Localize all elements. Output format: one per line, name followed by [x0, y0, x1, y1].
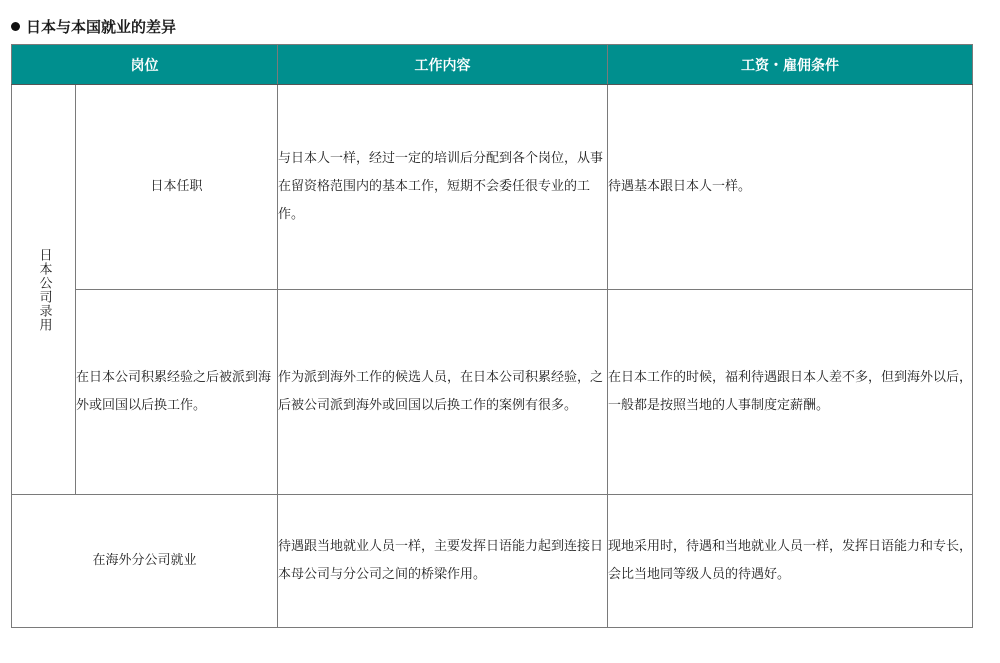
conditions-cell: 现地采用时，待遇和当地就业人员一样，发挥日语能力和专长，会比当地同等级人员的待遇好。	[608, 495, 973, 628]
comparison-table	[11, 44, 973, 628]
section-heading-text: 日本与本国就业的差异	[26, 17, 177, 36]
content-cell: 待遇跟当地就业人员一样，主要发挥日语能力起到连接日本母公司与分公司之间的桥梁作用。	[278, 495, 608, 628]
group-label: 日本公司录用	[36, 247, 52, 332]
group-label-cell	[12, 85, 76, 495]
table-row	[12, 85, 973, 290]
position-cell: 在海外分公司就业	[12, 495, 278, 628]
bullet-icon	[11, 22, 20, 31]
table-header-row	[12, 45, 973, 85]
table-row	[12, 290, 973, 495]
position-cell: 日本任职	[76, 85, 278, 290]
content-cell: 与日本人一样，经过一定的培训后分配到各个岗位，从事在留资格范围内的基本工作，短期不会委任很专业的工作。	[278, 85, 608, 290]
conditions-cell: 在日本工作的时候，福利待遇跟日本人差不多，但到海外以后，一般都是按照当地的人事制度定薪酬。	[608, 290, 973, 495]
header-position: 岗位	[12, 45, 278, 85]
header-conditions: 工资・雇佣条件	[608, 45, 973, 85]
table-row	[12, 495, 973, 628]
header-content: 工作内容	[278, 45, 608, 85]
content-cell: 作为派到海外工作的候选人员，在日本公司积累经验，之后被公司派到海外或回国以后换工作的案例有很多。	[278, 290, 608, 495]
conditions-cell: 待遇基本跟日本人一样。	[608, 85, 973, 290]
section-heading	[11, 15, 176, 37]
position-cell: 在日本公司积累经验之后被派到海外或回国以后换工作。	[76, 290, 278, 495]
